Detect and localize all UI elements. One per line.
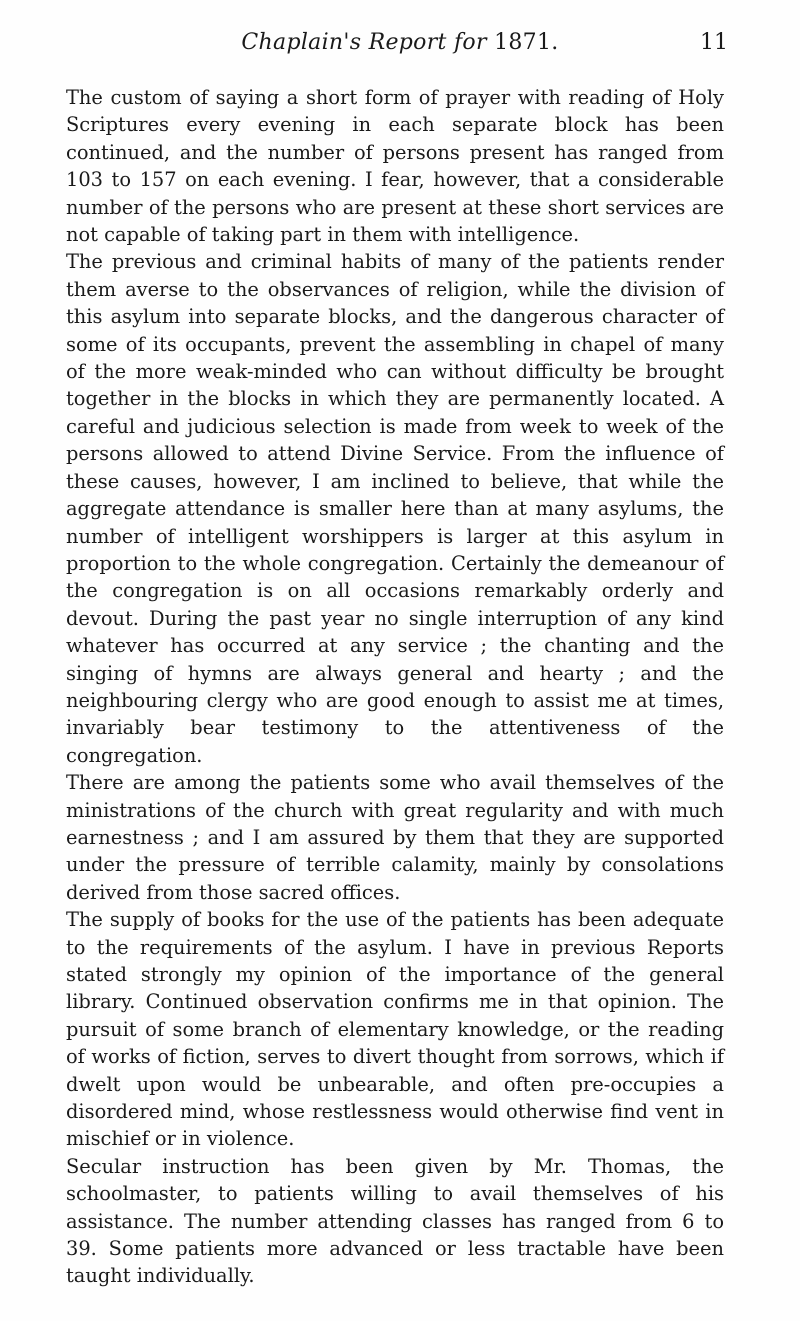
running-title-year: 1871. (494, 30, 559, 55)
running-title (66, 30, 734, 55)
running-head (66, 30, 734, 64)
paragraph-ministrations: There are among the patients some who avail themselves of the ministrations of the church with great regularity and with much earnestness ; and I am assured by them that they are supported under the pressure of terrible calamity, mainly by consolations derived from those sacred offices. (66, 771, 724, 904)
paragraph-evening-prayer: The custom of saying a short form of prayer with reading of Holy Scriptures every evening in each separate block has been continued, and the number of persons present has ranged from 103 to 157 on each evening. I fear, however, that a considerable number of the persons who are present at these short services are not capable of taking part in them with intelligence. (66, 86, 724, 247)
page-number: 11 (700, 30, 728, 55)
paragraph-secular-instruction: Secular instruction has been given by Mr. Thomas, the schoolmaster, to patients willing to avail themselves of his assistance. The number attending classes has ranged from 6 to 39. Some patients more advanced or less tractable have been taught individually. (66, 1154, 724, 1288)
running-title-italic: Chaplain's Report for (241, 30, 487, 55)
body-text (66, 84, 724, 1290)
paragraph-chapel-attendance: The previous and criminal habits of many of the patients render them averse to the observances of religion, while the division of this asylum into separate blocks, and the dangerous character of some of its occupants, prevent the assembling in chapel of many of the more weak-minded who can without difficulty be brought together in the blocks in which they are permanently located. A careful and judicious selection is made from week to week of the persons allowed to attend Divine Service. From the influence of these causes, however, I am inclined to believe, that while the aggregate attendance is smaller here than at many asylums, the number of intelligent worshippers is larger at this asylum in proportion to the whole congregation. Certainly the demeanour of the congregation is on all occasions remarkably orderly and devout. During the past year no single interruption of any kind whatever has occurred at any service ; the chanting and the singing of hymns are always general and hearty ; and the neighbouring clergy who are good enough to assist me at times, invariably bear testimony to the attentiveness of the congregation. (66, 250, 724, 767)
paragraph-library: The supply of books for the use of the patients has been adequate to the requirements of the asylum. I have in previous Reports stated strongly my opinion of the importance of the general library. Continued observation confirms me in that opinion. The pursuit of some branch of elementary knowledge, or the reading of works of fiction, serves to divert thought from sorrows, which if dwelt upon would be unbearable, and often pre-occupies a disordered mind, whose restlessness would otherwise find vent in mischief or in violence. (66, 908, 724, 1151)
